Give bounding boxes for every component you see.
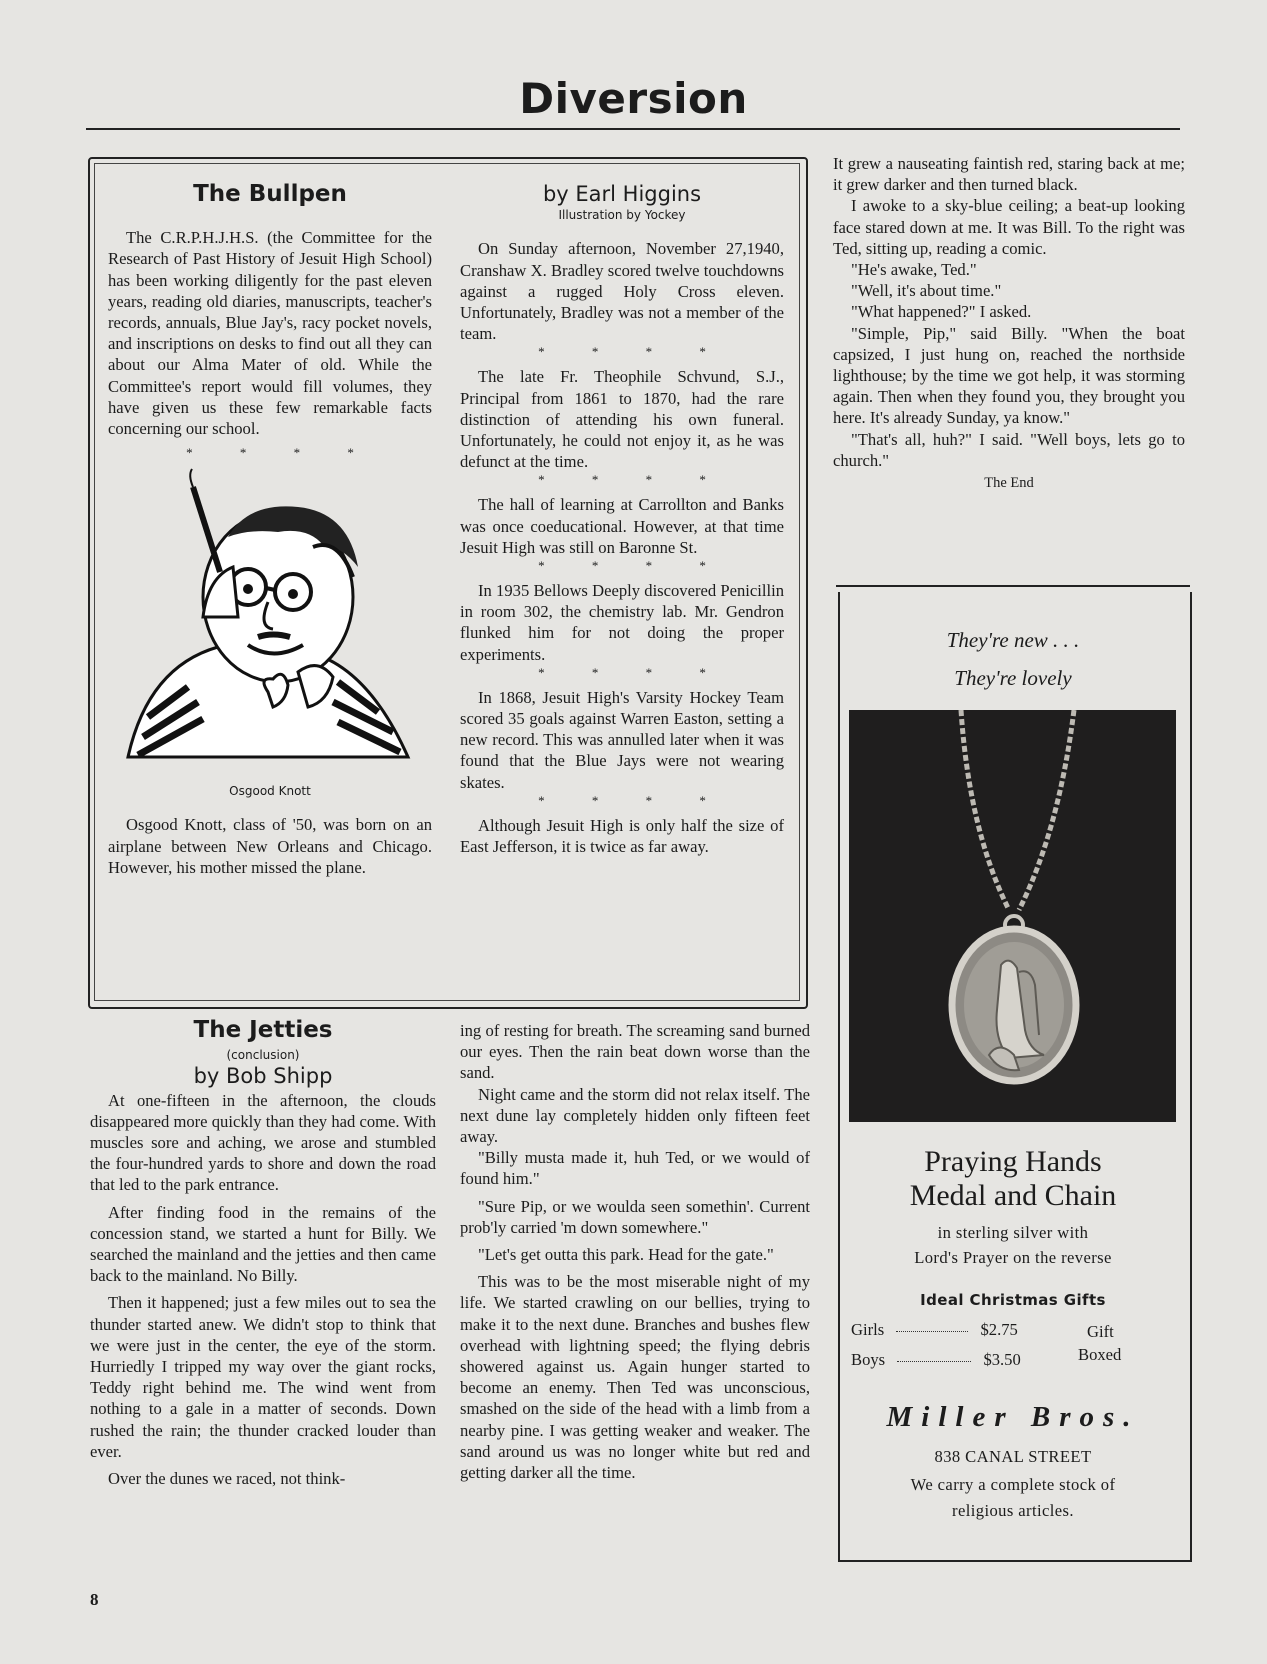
price-row-boys — [851, 1350, 1021, 1370]
jetties-column-3 — [833, 153, 1185, 494]
stars-divider: * * * * — [186, 445, 376, 461]
bullpen-fact: In 1935 Bellows Deeply discovered Penicillin in room 302, the chemistry lab. Mr. Gendron flunked him for not doing the proper experiments. — [460, 581, 784, 664]
story-paragraph: At one-fifteen in the afternoon, the clouds disappeared more quickly than they had come. With muscles sore and aching, we arose and stumbled the four-hundred yards to shore and down the road that led to the park entrance. — [90, 1090, 436, 1195]
story-paragraph: "Sure Pip, or we woulda seen somethin'. Current prob'ly carried 'm down somewhere." — [460, 1196, 810, 1237]
bullpen-fact: In 1868, Jesuit High's Varsity Hockey Team scored 35 goals against Warren Easton, setting a new record. This was annulled later when it was found that the Blue Jays were not wearing skates. — [460, 687, 784, 792]
bullpen-left-column — [108, 181, 432, 878]
jetties-subheading: (conclusion) — [226, 1048, 300, 1063]
bullpen-byline: by Earl Higgins — [542, 182, 702, 206]
bullpen-right-column — [460, 184, 784, 857]
price-label: Girls — [851, 1320, 885, 1339]
story-paragraph: ing of resting for breath. The screaming sand burned our eyes. Then the rain beat down worse than the sand. — [460, 1021, 810, 1083]
price-row-girls — [851, 1320, 1018, 1340]
story-paragraph: Night came and the storm did not relax itself. The next dune lay completely hidden only fifteen feet away. — [460, 1084, 810, 1147]
bullpen-heading: The Bullpen — [193, 181, 347, 207]
story-paragraph: "What happened?" I asked. — [851, 302, 1032, 322]
story-paragraph: "Well, it's about time." — [851, 281, 1002, 301]
bullpen-intro: The C.R.P.H.J.H.S. (the Committee for the Research of Past History of Jesuit High School) has been working diligently for the past eleven years, reading old diaries, manuscripts, teacher's records, annuals, Blue Jay's, racy pocket novels, and inscriptions on desks to find out all they can about our Alma Mater of old. While the Committee's report would fill volumes, they have given us these few remarkable facts concerning our school. — [108, 228, 432, 439]
story-paragraph: "That's all, huh?" I said. "Well boys, lets go to church." — [833, 429, 1185, 470]
stars-divider: * * * * — [538, 344, 728, 360]
bullpen-fact: Although Jesuit High is only half the size of East Jefferson, it is twice as far away. — [460, 815, 784, 857]
price-label: Boys — [851, 1350, 886, 1369]
stars-divider: * * * * — [538, 664, 728, 680]
osgood-knott-caricature — [108, 467, 432, 777]
story-end: The End — [984, 475, 1034, 492]
bullpen-fact: The late Fr. Theophile Schvund, S.J., Principal from 1861 to 1870, had the rare distinction of attending his own funeral. Unfortunately, he could not enjoy it, as he was defunct at the time. — [460, 367, 784, 472]
story-paragraph: I awoke to a sky-blue ceiling; a beat-up looking face stared down at me. It was Bill. To the right was Ted, sitting up, reading a comic. — [833, 196, 1185, 258]
story-paragraph: "Simple, Pip," said Billy. "When the boat capsized, I just hung on, reached the northside lighthouse; by the time we got help, it was storming again. Then when they found you, they brought you here. It's already Sunday, ya know." — [833, 323, 1185, 428]
jetties-column-2 — [460, 1020, 810, 1483]
store-stock-line2: religious articles. — [952, 1501, 1074, 1520]
osgood-knott-fact: Osgood Knott, class of '50, was born on an airplane between New Orleans and Chicago. However, his mother missed the plane. — [108, 815, 432, 877]
bullpen-fact: On Sunday afternoon, November 27,1940, Cranshaw X. Bradley scored twelve touchdowns against a rugged Holy Cross eleven. Unfortunately, Bradley was not a member of the team. — [460, 239, 784, 344]
price-value: $2.75 — [980, 1320, 1018, 1339]
dot-leader — [896, 1331, 968, 1332]
praying-hands-medal-illustration — [849, 710, 1176, 1122]
ad-top-rule — [836, 585, 1190, 587]
stars-divider: * * * * — [538, 558, 728, 574]
illustration-credit: Illustration by Yockey — [558, 208, 686, 223]
story-paragraph: It grew a nauseating faintish red, staring back at me; it grew darker and then turned black. — [833, 154, 1185, 195]
dot-leader — [897, 1361, 971, 1362]
story-paragraph: Over the dunes we raced, not think- — [108, 1469, 346, 1489]
page-title: Diversion — [519, 74, 748, 123]
story-paragraph: This was to be the most miserable night of my life. We started crawling on our bellies, trying to make it to the next dune. Branches and bushes flew overhead with lightning speed; the flying debris showered against us. Again hunger started to become an enemy. Then Ted was unconscious, smashed on the side of the head with a limb from a nearby pine. I was getting weaker and weaker. The sand around us was no longer white but red and getting darker all the time. — [460, 1272, 810, 1483]
story-paragraph: After finding food in the remains of the concession stand, we started a hunt for Billy. We searched the mainland and the jetties and then came back to the mainland. No Billy. — [90, 1202, 436, 1286]
ad-gifts-heading: Ideal Christmas Gifts — [920, 1291, 1106, 1309]
jetties-column-1 — [90, 1017, 436, 1489]
store-name: Miller Bros. — [886, 1401, 1140, 1433]
store-address: 838 CANAL STREET — [934, 1447, 1092, 1466]
caricature-caption: Osgood Knott — [229, 784, 311, 799]
ad-title-line1: Praying Hands — [924, 1145, 1102, 1178]
store-stock-line1: We carry a complete stock of — [910, 1475, 1116, 1494]
stars-divider: * * * * — [538, 472, 728, 488]
bullpen-fact: The hall of learning at Carrollton and Banks was once coeducational. However, at that time Jesuit High was still on Baronne St. — [460, 495, 784, 557]
ad-title-line2: Medal and Chain — [909, 1179, 1117, 1212]
story-paragraph: Then it happened; just a few miles out to sea the thunder started anew. We didn't stop to think that we were just in the center, the eye of the storm. Hurriedly I tripped my way over the giant rocks, Teddy right behind me. The wind went from nothing to a gale in a matter of seconds. Down rushed the rain; the thunder cracked louder than ever. — [90, 1293, 436, 1461]
ad-tagline-new: They're new . . . — [946, 628, 1080, 652]
boxed-label: Boxed — [1078, 1345, 1122, 1364]
ad-description-line1: in sterling silver with — [937, 1223, 1089, 1242]
story-paragraph: "Billy musta made it, huh Ted, or we would of found him." — [460, 1148, 810, 1189]
jetties-heading: The Jetties — [193, 1017, 333, 1043]
jetties-byline: by Bob Shipp — [193, 1064, 333, 1089]
ad-description-line2: Lord's Prayer on the reverse — [914, 1248, 1112, 1267]
gift-label: Gift — [1087, 1322, 1114, 1341]
story-paragraph: "He's awake, Ted." — [851, 260, 977, 280]
price-value: $3.50 — [983, 1350, 1021, 1369]
stars-divider: * * * * — [538, 792, 728, 808]
title-rule — [86, 128, 1180, 130]
story-paragraph: "Let's get outta this park. Head for the gate." — [478, 1245, 774, 1265]
medal-photo — [849, 710, 1176, 1122]
ad-tagline-lovely: They're lovely — [954, 666, 1072, 690]
page-number: 8 — [90, 1590, 99, 1609]
